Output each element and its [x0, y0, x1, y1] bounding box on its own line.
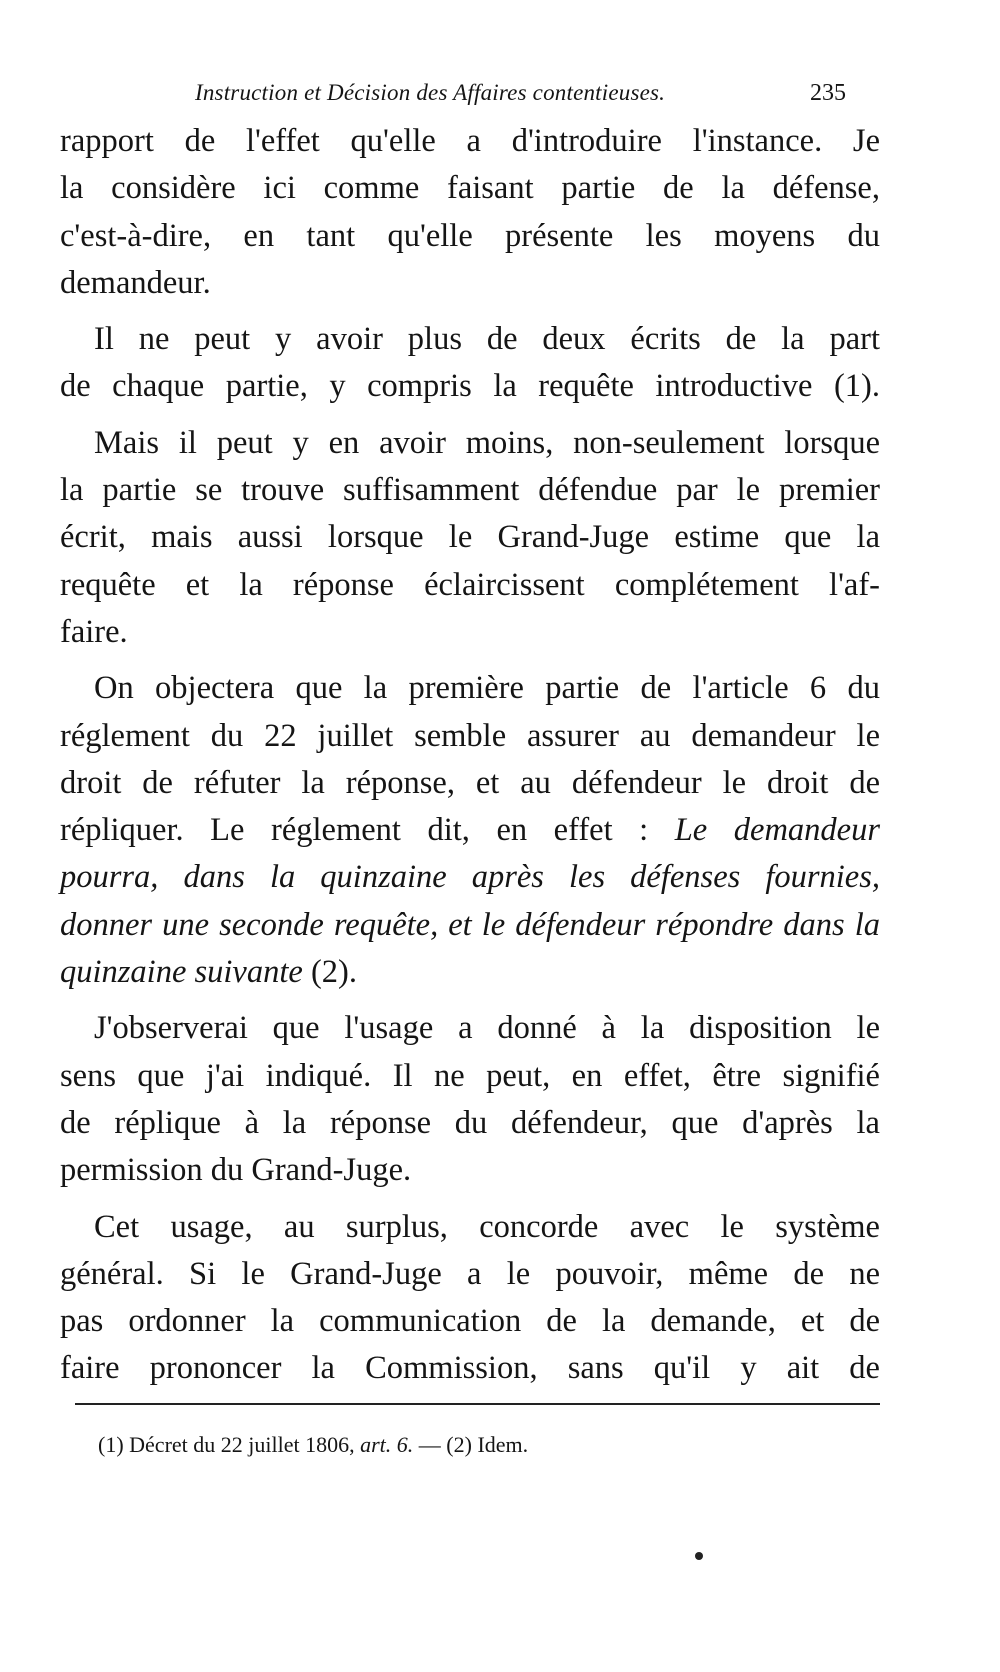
- text-line: général. Si le Grand-Juge a le pouvoir, même de ne: [60, 1255, 880, 1292]
- running-head: [0, 74, 1000, 114]
- paragraph-6: [60, 1204, 880, 1393]
- italic-quote: Le demandeur: [674, 812, 880, 849]
- text-line: rapport de l'effet qu'elle a d'introduire l'instance. Je: [60, 123, 880, 159]
- text-line: [60, 949, 880, 996]
- paragraph-4: [60, 665, 880, 996]
- text-line: de réplique à la réponse du défendeur, que d'après la: [60, 1104, 880, 1141]
- italic-quote-line: donner une seconde requête, et le défendeur répondre dans la: [60, 906, 880, 943]
- paragraph-3: [60, 420, 880, 656]
- footnote-rule: [75, 1403, 880, 1405]
- text-line: permission du Grand-Juge.: [60, 1152, 412, 1189]
- text-line: Il ne peut y avoir plus de deux écrits de la part: [94, 321, 880, 358]
- text-line: la considère ici comme faisant partie de la défense,: [60, 170, 880, 207]
- text-line: la partie se trouve suffisamment défendue par le premier: [60, 472, 880, 509]
- text-line: réglement du 22 juillet semble assurer au demandeur le: [60, 717, 880, 754]
- running-title: Instruction et Décision des Affaires contentieuses.: [195, 80, 666, 105]
- text-line: écrit, mais aussi lorsque le Grand-Juge estime que la: [60, 519, 880, 556]
- italic-quote: quinzaine suivante: [60, 954, 303, 991]
- text-line: sens que j'ai indiqué. Il ne peut, en effet, être signifié: [60, 1057, 880, 1094]
- text-run: répliquer. Le réglement dit, en effet :: [60, 812, 675, 849]
- text-line: [60, 807, 880, 854]
- paragraph-1: [60, 118, 880, 307]
- text-line: faire prononcer la Commission, sans qu'il y ait de: [60, 1350, 880, 1387]
- text-line: pas ordonner la communication de la demande, et de: [60, 1303, 880, 1340]
- text-line: J'observerai que l'usage a donné à la disposition le: [94, 1010, 880, 1047]
- page-number: 235: [810, 80, 846, 106]
- footnote-text: (1) Décret du 22 juillet 1806,: [98, 1432, 361, 1457]
- text-line: droit de réfuter la réponse, et au défendeur le droit de: [60, 764, 880, 801]
- text-line: faire.: [60, 613, 128, 650]
- ink-mark: [695, 1552, 703, 1560]
- body-text: [60, 118, 880, 1393]
- text-line: c'est-à-dire, en tant qu'elle présente les moyens du: [60, 217, 880, 254]
- text-line: On objectera que la première partie de l'article 6 du: [94, 670, 880, 707]
- footnote-ref: (2).: [302, 954, 357, 991]
- footnote-text: — (2) Idem.: [413, 1432, 529, 1457]
- footnote-article: art. 6.: [360, 1432, 414, 1457]
- paragraph-2: [60, 316, 880, 411]
- italic-quote-line: pourra, dans la quinzaine après les défenses fournies,: [60, 859, 880, 896]
- text-line: requête et la réponse éclaircissent complétement l'af-: [60, 566, 880, 603]
- text-line: demandeur.: [60, 264, 211, 301]
- text-line: Mais il peut y en avoir moins, non-seulement lorsque: [94, 424, 880, 461]
- paragraph-5: [60, 1005, 880, 1194]
- footnotes: [98, 1430, 858, 1460]
- text-line: Cet usage, au surplus, concorde avec le système: [94, 1208, 880, 1245]
- text-line: de chaque partie, y compris la requête introductive (1).: [60, 368, 880, 405]
